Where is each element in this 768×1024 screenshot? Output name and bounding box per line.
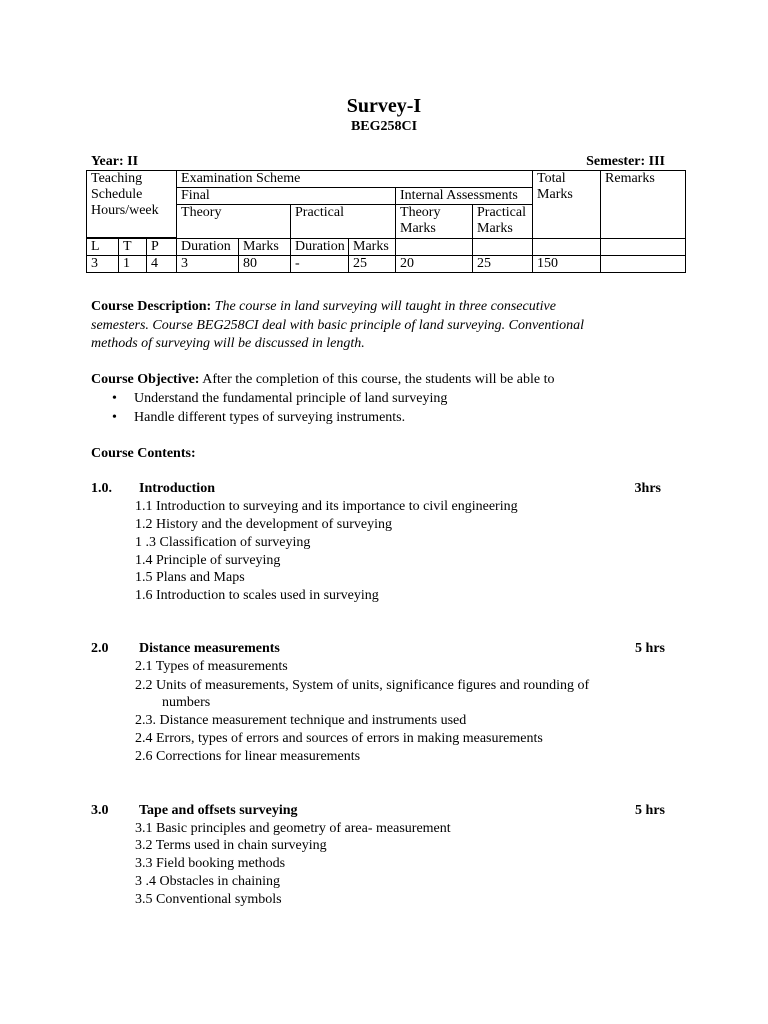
t-header: T [119, 239, 147, 256]
table-row [87, 171, 686, 188]
final-header: Final [177, 188, 396, 205]
list-item: 3 .4 Obstacles in chaining [135, 874, 281, 889]
examination-scheme-header: Examination Scheme [177, 171, 533, 188]
theory-duration-header: Duration [177, 239, 239, 256]
list-item: 2.2 Units of measurements, System of units, significance figures and rounding of [135, 678, 590, 693]
objective-bullet: • Understand the fundamental principle of land surveying [112, 391, 448, 406]
list-item: 3.3 Field booking methods [135, 856, 286, 871]
l-value: 3 [87, 256, 119, 273]
remarks-value [601, 256, 686, 273]
section-title: Tape and offsets surveying [139, 803, 298, 818]
l-header: L [87, 239, 119, 256]
remarks-header: Remarks [601, 171, 686, 239]
ia-theory-marks-header: Theory Marks [396, 205, 473, 239]
bullet-icon: • [112, 391, 117, 406]
theory-duration-value: 3 [177, 256, 239, 273]
course-objective-label: Course Objective: [91, 372, 200, 387]
theory-marks-value: 80 [239, 256, 291, 273]
practical-header: Practical [291, 205, 396, 239]
list-item: 3.5 Conventional symbols [135, 892, 282, 907]
ia-theory-value: 20 [396, 256, 473, 273]
table-row [87, 256, 686, 273]
list-item: 1.4 Principle of surveying [135, 553, 281, 568]
semester-label: Semester: III [586, 154, 665, 169]
theory-header: Theory [177, 205, 291, 239]
list-item: numbers [162, 695, 211, 710]
page-title: Survey-I [346, 95, 422, 117]
examination-scheme-table [86, 170, 686, 273]
course-objective-text: After the completion of this course, the students will be able to [202, 372, 555, 387]
practical-duration-header: Duration [291, 239, 349, 256]
list-item: 1.5 Plans and Maps [135, 570, 245, 585]
year-label: Year: II [91, 154, 139, 169]
list-item: 1.6 Introduction to scales used in surveying [135, 588, 379, 603]
course-code: BEG258CI [350, 119, 418, 134]
list-item: 1.1 Introduction to surveying and its importance to civil engineering [135, 499, 518, 514]
teaching-schedule-header: Teaching Schedule Hours/week [87, 171, 177, 238]
practical-duration-value: - [291, 256, 349, 273]
list-item: 2.3. Distance measurement technique and instruments used [135, 713, 467, 728]
list-item: 2.6 Corrections for linear measurements [135, 749, 361, 764]
course-description-label: Course Description: [91, 299, 212, 314]
section-hours: 5 hrs [635, 803, 665, 818]
course-description-line-2: semesters. Course BEG258CI deal with basic principle of land surveying. Conventional [91, 318, 585, 333]
p-value: 4 [147, 256, 177, 273]
course-description-line-1: The course in land surveying will taught in three consecutive [214, 299, 556, 314]
practical-marks-value: 25 [349, 256, 396, 273]
empty-cell [533, 239, 601, 256]
list-item: 3.2 Terms used in chain surveying [135, 838, 327, 853]
section-title: Introduction [139, 481, 215, 496]
table-row [87, 239, 686, 256]
course-description [91, 298, 556, 315]
t-value: 1 [119, 256, 147, 273]
list-item: 1 .3 Classification of surveying [135, 535, 311, 550]
list-item: 2.4 Errors, types of errors and sources of errors in making measurements [135, 731, 543, 746]
section-number: 3.0 [91, 803, 109, 818]
empty-cell [396, 239, 473, 256]
section-title: Distance measurements [139, 641, 280, 656]
total-marks-header: Total Marks [533, 171, 601, 239]
ia-practical-marks-header: Practical Marks [473, 205, 533, 239]
section-hours: 5 hrs [635, 641, 665, 656]
internal-assessments-header: Internal Assessments [396, 188, 533, 205]
course-contents-heading: Course Contents: [91, 446, 196, 461]
bullet-icon: • [112, 410, 117, 425]
empty-cell [601, 239, 686, 256]
list-item: 3.1 Basic principles and geometry of area- measurement [135, 821, 451, 836]
course-description-line-3: methods of surveying will be discussed in length. [91, 336, 365, 351]
total-marks-value: 150 [533, 256, 601, 273]
section-number: 2.0 [91, 641, 109, 656]
section-number: 1.0. [91, 481, 112, 496]
objective-bullet: • Handle different types of surveying instruments. [112, 410, 406, 425]
practical-marks-header: Marks [349, 239, 396, 256]
course-objective [91, 371, 554, 388]
theory-marks-header: Marks [239, 239, 291, 256]
ia-practical-value: 25 [473, 256, 533, 273]
empty-cell [473, 239, 533, 256]
list-item: 1.2 History and the development of surveying [135, 517, 393, 532]
p-header: P [147, 239, 177, 256]
section-hours: 3hrs [634, 481, 661, 496]
list-item: 2.1 Types of measurements [135, 659, 288, 674]
